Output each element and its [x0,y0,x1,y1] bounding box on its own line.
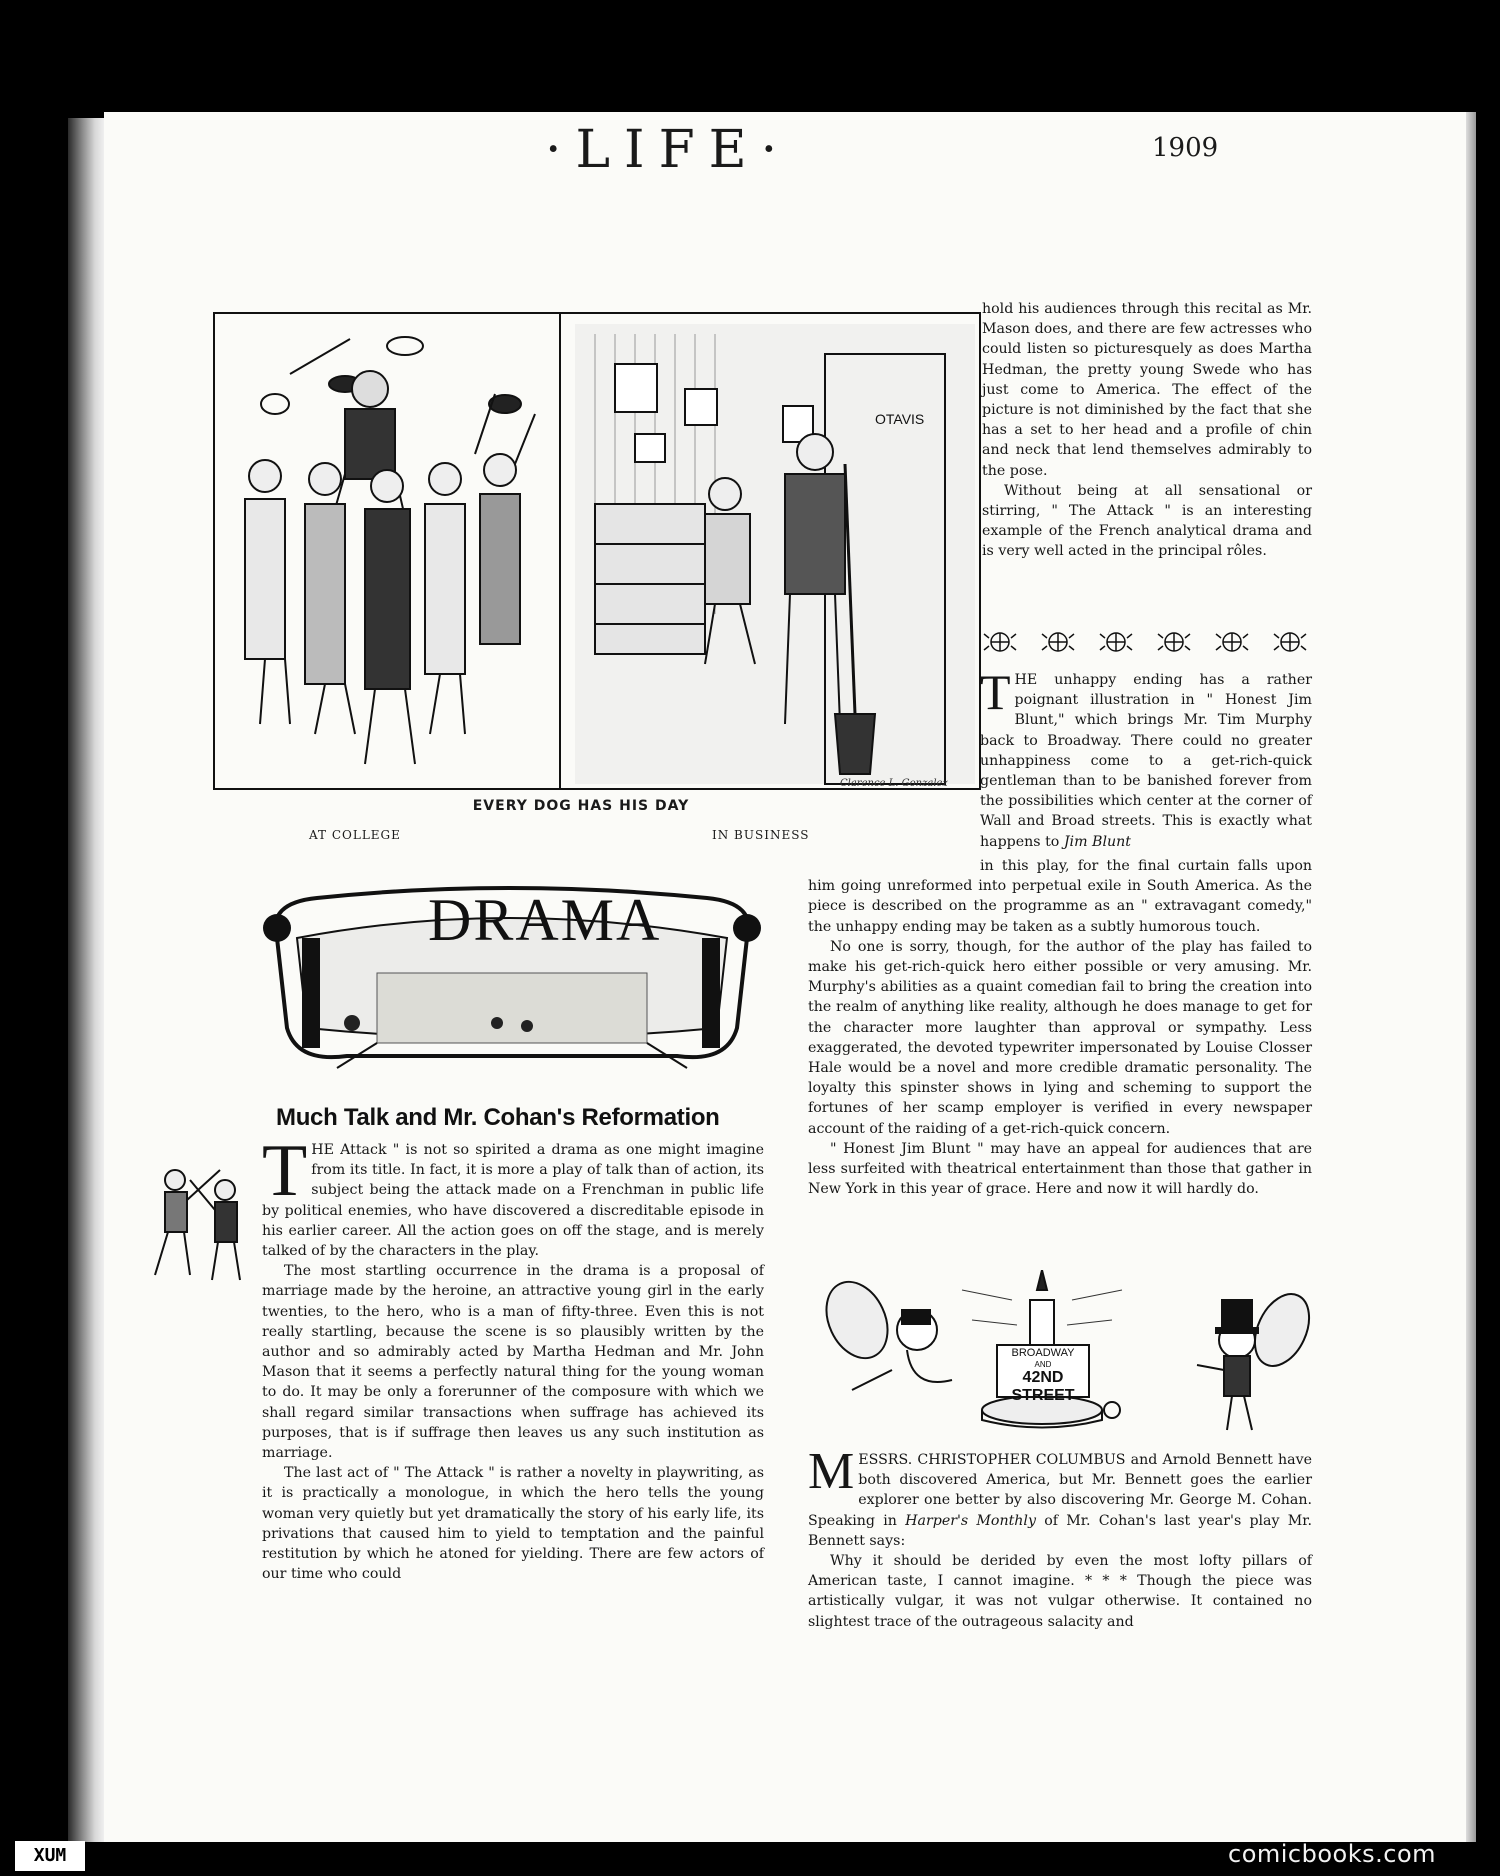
duel-drawing [140,1140,258,1290]
cartoon-drawing [215,314,983,792]
book-spine [68,118,104,1842]
ornament-divider [980,625,1310,659]
door-sign-text: OTAVIS [875,411,925,427]
right-column-top [982,299,1312,562]
cohan-section [808,1443,1313,1632]
watermark: comicbooks.com [1228,1840,1437,1868]
sorry-paragraph: No one is sorry, though, for the author of the play has failed to make his get-rich-quick hero either possible or very amusing. Mr. Murphy's abilities as a quaint comedian fail to bring the creation into the realm of anything like reality, although he does manage to get for the character more laughter than approval or sympathy. Less exaggerated, the devoted typewriter impersonated by Louise Closser Hale would be a novel and more credible dramatic personality. The loyalty this spinster shows in lying and scheming to support the fortunes of her scamp employer is verified in every newspaper account of the raiding of a get-rich-quick concern. [808,938,1312,1137]
drama-title: DRAMA [428,887,662,953]
blunt-paragraph-end: in this play, for the final curtain falls upon him going unreformed into perpetual exile in South America. As the piece is described on the programme as an " extravagant comedy," the unhappy ending may be taken as a subtly humorous touch. [808,858,1312,935]
cohan-paragraph [808,1443,1313,1551]
cartoon-label-business: IN BUSINESS [712,828,810,842]
article-title: Much Talk and Mr. Cohan's Reformation [276,1104,720,1131]
cartoon-illustration [213,312,981,790]
cohan-paragraph-end: of Mr. Cohan's last year's play Mr. Bennett says: [808,1512,1313,1549]
attack-summary-paragraph: Without being at all sensational or stirring, " The Attack " is an interesting example of the French analytical drama and is very well acted in the principal rôles. [982,482,1312,560]
dropcap-M: M [808,1443,855,1500]
duel-illustration [140,1140,240,1298]
blunt-section-wide [808,856,1312,1199]
harpers-monthly-italic: Harper's Monthly [905,1512,1036,1529]
broadway-sign-line-1: BROADWAY [1011,1347,1075,1359]
attack-paragraph-2: The most startling occurrence in the drama is a proposal of marriage made by the heroine, an attractive young girl in the early twenties, to the hero, who is a man of fifty-three. Even this is not really startling, because the scene is so plausibly written by the author and so admirably acted by Martha Hedman and Mr. John Mason that it seems a perfectly natural thing for the young woman to do. It may be only a forerunner of the composure with which we shall regard similar transactions when suffrage has achieved its purposes, that is if suffrage then leaves us any such institution as marriage. [262,1263,764,1462]
cartoon-label-college: AT COLLEGE [309,828,401,842]
broadway-sign [997,1347,1089,1405]
blunt-paragraph [980,664,1312,852]
attack-paragraph-3: The last act of " The Attack " is rather a novelty in playwriting, as it is practically a monologue, in which the hero tells the young woman very quietly but yet dramatically the story of his early life, its privations that caused him to yield to temptation and the painful restitution by which he atoned for yielding. There are few actors of our time who could [262,1465,764,1583]
cartoon-signature: Clarence L. Gonzalez [840,778,948,789]
attack-paragraph-1-text: HE Attack " is not so spirited a drama as one might imagine from its title. In fact, it is more a play of talk than of action, its subject being the attack made on a Frenchman in public life by political enemies, who have discovered a discreditable episode in his earlier career. All the action goes on off the stage, and is merely talked of by the characters in the play. [262,1142,764,1260]
dropcap-T: T [262,1130,308,1212]
blunt-paragraph-start: HE unhappy ending has a rather poignant illustration in " Honest Jim Blunt," which brings Mr. Tim Murphy back to Broadway. There could no greater unhappiness come to a get-rich-quick gentleman than to be banished forever from the possibilities which center at the corner of Wall and Broad streets. This is exactly what happens to [980,672,1312,850]
recital-paragraph: hold his audiences through this recital as Mr. Mason does, and there are few actresses who could listen so picturesquely as does Martha Hedman, the pretty young Swede who has just come to America. The effect of the picture is not diminished by the fact that she has a set to her head and a profile of chin and neck that lend themselves admirably to the pose. [982,301,1312,479]
broadway-sign-line-2: AND [1034,1360,1052,1369]
bennett-quote: Why it should be derided by even the most lofty pillars of American taste, I cannot imagine. * * * Though the piece was artistically vulgar, it was not vulgar otherwise. It contained no slightest trace of the outrageous salacity and [808,1553,1312,1630]
broadway-sign-line-3: 42ND STREET [1011,1369,1075,1404]
footer-label: XUM [15,1841,85,1871]
attack-paragraph-1 [262,1130,764,1261]
page-number: 1909 [1152,133,1219,163]
masthead: ·LIFE· [545,120,792,180]
dropcap-T-blunt: T [980,664,1011,720]
cohan-paragraph-start: ESSRS. CHRISTOPHER COLUMBUS and Arnold Bennett have both discovered America, but Mr. Bennett goes the earlier explorer one better by also discovering Mr. George M. Cohan. Speaking in [808,1452,1312,1529]
appeal-paragraph: " Honest Jim Blunt " may have an appeal for audiences that are less surfeited with theatrical entertainment than those that gather in New York in this year of grace. Here and now it will hardly do. [808,1140,1312,1198]
left-column [262,1130,764,1584]
jim-blunt-italic: Jim Blunt [1063,833,1131,850]
cartoon-caption: EVERY DOG HAS HIS DAY [472,798,690,814]
blunt-section-narrow [980,664,1312,852]
